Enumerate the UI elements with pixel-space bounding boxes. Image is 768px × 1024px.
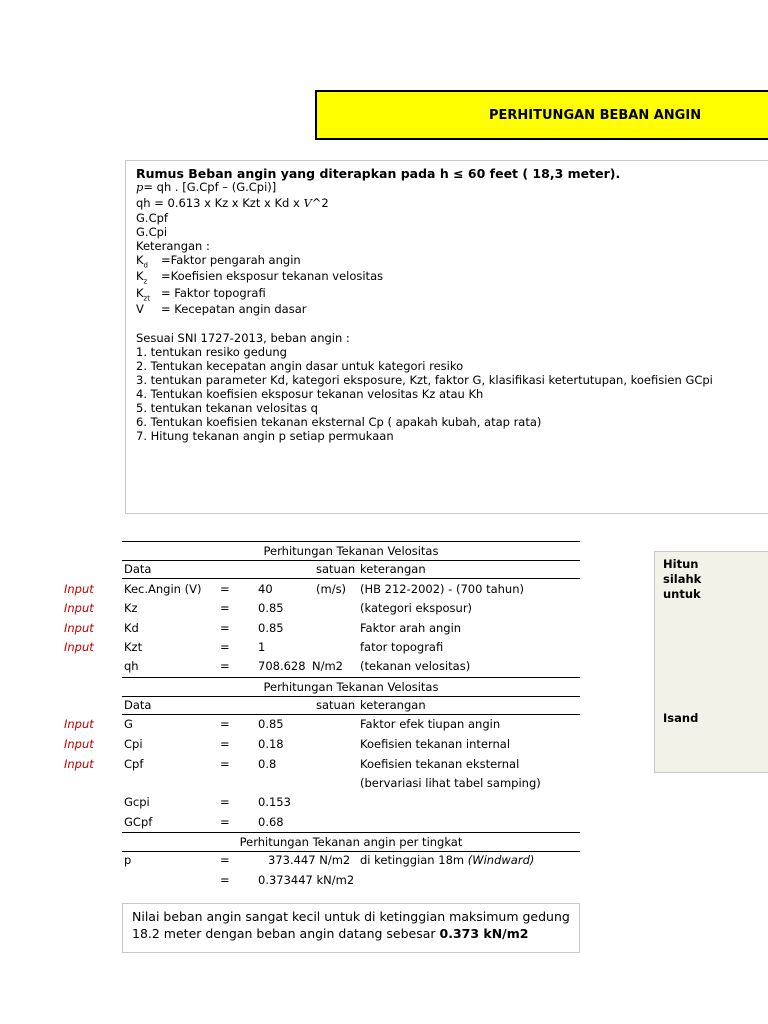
param-note: (HB 212-2002) - (700 tahun) — [360, 582, 524, 596]
input-label: Input — [64, 601, 94, 615]
equals: = — [220, 717, 230, 731]
kd-symbol: K — [136, 253, 144, 267]
v-legend — [136, 302, 307, 316]
param-name: Gcpi — [124, 795, 150, 809]
section2-title: Perhitungan Tekanan Velositas — [263, 680, 439, 694]
pressure-side: (Windward) — [467, 853, 535, 867]
pressure-value-kn: 0.373447 kN/m2 — [258, 873, 355, 887]
table-rule — [122, 560, 580, 561]
equals: = — [220, 815, 230, 829]
v-symbol: V — [303, 196, 312, 210]
step-item: 6. Tentukan koefisien tekanan eksternal Cp ( apakah kubah, atap rata) — [136, 415, 542, 429]
param-name: Kz — [124, 601, 138, 615]
param-unit: (m/s) — [316, 582, 347, 596]
formula-box — [125, 160, 768, 514]
input-label: Input — [64, 717, 94, 731]
param-note: (tekanan velositas) — [360, 659, 471, 673]
col-keterangan: keterangan — [360, 698, 426, 712]
param-note: Koefisien tekanan internal — [360, 737, 511, 751]
qh-exponent: ^2 — [311, 196, 329, 210]
col-data: Data — [124, 562, 152, 576]
input-label: Input — [64, 737, 94, 751]
input-label: Input — [64, 640, 94, 654]
step-item: 5. tentukan tekanan velositas q — [136, 401, 318, 415]
qh-formula: qh = 0.613 x Kz x Kzt x Kd x — [136, 196, 304, 210]
kz-legend — [136, 269, 384, 286]
sni-reference: Sesuai SNI 1727-2013, beban angin : — [136, 331, 350, 345]
col-data: Data — [124, 698, 152, 712]
step-item: 7. Hitung tekanan angin p setiap permukaan — [136, 429, 394, 443]
param-name: Cpi — [124, 737, 143, 751]
equals: = — [220, 853, 230, 867]
side-line: Hitun — [663, 557, 699, 571]
equals: = — [220, 621, 230, 635]
input-label: Input — [64, 582, 94, 596]
param-value[interactable]: 0.85 — [258, 717, 284, 731]
param-name: Cpf — [124, 757, 144, 771]
param-value[interactable]: 1 — [258, 640, 266, 654]
param-name: Kzt — [124, 640, 143, 654]
param-value: 0.153 — [258, 795, 291, 809]
param-value: 0.68 — [258, 815, 284, 829]
result-value: 0.373 kN/m2 — [439, 926, 529, 941]
param-value[interactable]: 0.85 — [258, 621, 284, 635]
param-value[interactable]: 0.8 — [258, 757, 277, 771]
equals: = — [220, 601, 230, 615]
equals: = — [220, 737, 230, 751]
kd-desc: =Faktor pengarah angin — [161, 253, 301, 267]
result-line-1: Nilai beban angin sangat kecil untuk di ketinggian maksimum gedung — [132, 909, 570, 924]
table-rule — [122, 677, 580, 678]
v-desc: = Kecepatan angin dasar — [161, 302, 307, 316]
p-formula: = qh . [G.Cpf – (G.Cpi)] — [143, 180, 277, 194]
equals: = — [220, 582, 230, 596]
step-item: 2. Tentukan kecepatan angin dasar untuk kategori resiko — [136, 359, 464, 373]
result-line-2 — [132, 926, 528, 941]
side-line: Isand — [663, 711, 699, 725]
step-item: 1. tentukan resiko gedung — [136, 345, 287, 359]
kd-sub: d — [143, 261, 148, 270]
equals: = — [220, 640, 230, 654]
table-rule — [122, 578, 580, 579]
input-label: Input — [64, 757, 94, 771]
formula-heading: Rumus Beban angin yang diterapkan pada h ≤ 60 feet ( 18,3 meter). — [136, 166, 621, 181]
formula-gcpi: G.Cpi — [136, 225, 168, 239]
side-note-box — [654, 551, 768, 773]
col-satuan: satuan — [316, 698, 356, 712]
result-box — [122, 903, 580, 953]
input-label: Input — [64, 621, 94, 635]
v-legend-symbol: V — [136, 302, 144, 316]
p-symbol: p — [136, 180, 144, 194]
param-value[interactable]: 40 — [258, 582, 273, 596]
param-note: (bervariasi lihat tabel samping) — [360, 776, 541, 790]
kd-legend — [136, 253, 301, 270]
col-keterangan: keterangan — [360, 562, 426, 576]
param-value[interactable]: 0.85 — [258, 601, 284, 615]
result-text: 18.2 meter dengan beban angin datang sebesar — [132, 926, 440, 941]
param-value: 708.628 — [258, 659, 306, 673]
side-line: silahk — [663, 572, 702, 586]
formula-keterangan: Keterangan : — [136, 239, 210, 253]
param-name: Kec.Angin (V) — [124, 582, 202, 596]
table-rule — [122, 696, 580, 697]
section1-title: Perhitungan Tekanan Velositas — [263, 544, 439, 558]
pressure-note — [360, 853, 534, 867]
kzt-sub: zt — [143, 294, 150, 303]
param-name: qh — [124, 659, 139, 673]
table-rule — [122, 851, 580, 852]
param-note: (kategori eksposur) — [360, 601, 473, 615]
param-note: Koefisien tekanan eksternal — [360, 757, 520, 771]
param-note: fator topografi — [360, 640, 444, 654]
param-name: Kd — [124, 621, 139, 635]
table-rule — [122, 832, 580, 833]
param-note: Faktor arah angin — [360, 621, 462, 635]
equals: = — [220, 795, 230, 809]
formula-qh-line — [136, 196, 329, 210]
kzt-symbol: K — [136, 286, 144, 300]
param-name: p — [124, 853, 132, 867]
equals: = — [220, 757, 230, 771]
side-line: untuk — [663, 587, 701, 601]
formula-p-line — [136, 180, 276, 194]
equals: = — [220, 873, 230, 887]
section3-title: Perhitungan Tekanan angin per tingkat — [239, 835, 463, 849]
param-value[interactable]: 0.18 — [258, 737, 284, 751]
param-note: Faktor efek tiupan angin — [360, 717, 501, 731]
param-unit: N/m2 — [312, 659, 343, 673]
table-rule — [122, 714, 580, 715]
kzt-legend — [136, 286, 266, 303]
table-rule — [122, 541, 580, 542]
param-name: G — [124, 717, 133, 731]
title-banner — [315, 90, 768, 140]
page-title: PERHITUNGAN BEBAN ANGIN — [489, 108, 702, 123]
kz-symbol: K — [136, 269, 144, 283]
step-item: 3. tentukan parameter Kd, kategori eksposure, Kzt, faktor G, klasifikasi ketertutupan, koefisien GCpi — [136, 373, 713, 387]
kz-desc: =Koefisien eksposur tekanan velositas — [161, 269, 384, 283]
equals: = — [220, 659, 230, 673]
col-satuan: satuan — [316, 562, 356, 576]
kzt-desc: = Faktor topografi — [161, 286, 266, 300]
step-item: 4. Tentukan koefisien eksposur tekanan velositas Kz atau Kh — [136, 387, 484, 401]
formula-gcpf: G.Cpf — [136, 211, 168, 225]
kz-sub: z — [143, 277, 148, 286]
param-name: GCpf — [124, 815, 153, 829]
pressure-height: di ketinggian 18m — [360, 853, 465, 867]
pressure-value: 373.447 N/m2 — [268, 853, 351, 867]
